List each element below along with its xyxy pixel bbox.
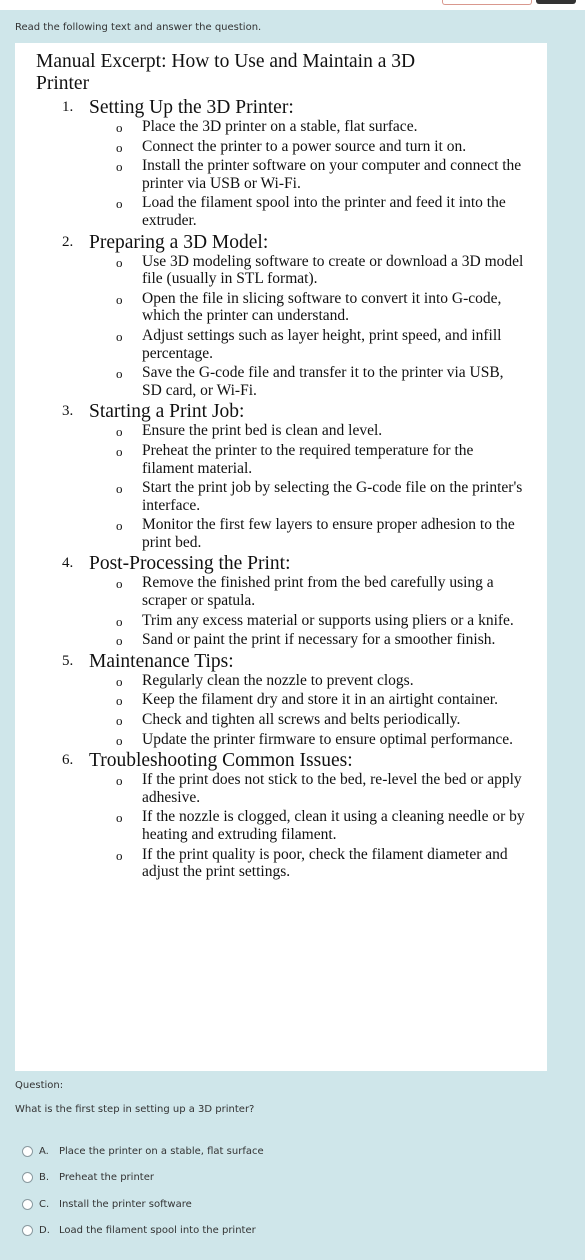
option-b[interactable]	[22, 1165, 264, 1192]
bullet-list	[89, 253, 527, 400]
list-item: o If the print quality is poor, check the filament diameter and adjust the print settings.	[142, 846, 527, 881]
passage-box	[15, 43, 547, 1071]
list-item: o Save the G-code file and transfer it to the printer via USB, SD card, or Wi-Fi.	[142, 364, 527, 399]
list-item: o Regularly clean the nozzle to prevent clogs.	[142, 672, 527, 690]
answer-options	[22, 1138, 264, 1244]
list-item: o Adjust settings such as layer height, print speed, and infill percentage.	[142, 327, 527, 362]
section-item	[89, 651, 527, 748]
section-item	[89, 97, 527, 230]
list-item: o Trim any excess material or supports using pliers or a knife.	[142, 612, 527, 630]
list-item: o Keep the filament dry and store it in an airtight container.	[142, 691, 527, 709]
option-text: Load the filament spool into the printer	[59, 1225, 256, 1237]
radio-button[interactable]	[22, 1225, 33, 1236]
list-item: o Open the file in slicing software to convert it into G-code, which the printer can understand.	[142, 290, 527, 325]
list-item: o Update the printer firmware to ensure optimal performance.	[142, 731, 527, 749]
radio-button[interactable]	[22, 1172, 33, 1183]
list-item: o Use 3D modeling software to create or download a 3D model file (usually in STL format).	[142, 253, 527, 288]
top-outline-button[interactable]	[442, 0, 532, 5]
list-item: o Start the print job by selecting the G-code file on the printer's interface.	[142, 479, 527, 514]
option-a[interactable]	[22, 1138, 264, 1165]
section-title: Starting a Print Job:	[89, 401, 245, 423]
option-letter: D.	[39, 1225, 50, 1237]
radio-button[interactable]	[22, 1146, 33, 1157]
section-title: Preparing a 3D Model:	[89, 231, 269, 253]
option-letter: C.	[39, 1198, 50, 1210]
bullet-list	[89, 771, 527, 881]
option-text: Place the printer on a stable, flat surface	[59, 1145, 264, 1157]
list-item: o Place the 3D printer on a stable, flat surface.	[142, 118, 527, 136]
list-item: o If the nozzle is clogged, clean it using a cleaning needle or by heating and extruding filament.	[142, 808, 527, 843]
list-item: o Ensure the print bed is clean and level.	[142, 422, 527, 440]
option-text: Install the printer software	[59, 1198, 192, 1210]
bullet-list	[89, 672, 527, 748]
list-item: o Sand or paint the print if necessary for a smoother finish.	[142, 631, 527, 649]
list-item: o Connect the printer to a power source and turn it on.	[142, 138, 527, 156]
list-item: o Remove the finished print from the bed carefully using a scraper or spatula.	[142, 574, 527, 609]
list-item: o Preheat the printer to the required temperature for the filament material.	[142, 442, 527, 477]
option-d[interactable]	[22, 1218, 264, 1245]
bullet-list	[89, 422, 527, 551]
passage-title: Manual Excerpt: How to Use and Maintain a 3D Printer	[36, 51, 416, 94]
section-item	[89, 553, 527, 648]
question-text: What is the first step in setting up a 3D printer?	[15, 1104, 255, 1115]
section-item	[89, 750, 527, 881]
option-c[interactable]	[22, 1191, 264, 1218]
option-letter: A.	[39, 1145, 49, 1157]
section-title: Post-Processing the Print:	[89, 553, 291, 575]
instruction-text: Read the following text and answer the question.	[15, 22, 262, 33]
section-list	[36, 97, 527, 881]
list-item: o Load the filament spool into the printer and feed it into the extruder.	[142, 194, 527, 229]
bullet-list	[89, 574, 527, 648]
top-dark-button[interactable]	[536, 0, 576, 4]
section-item	[89, 401, 527, 551]
question-label: Question:	[15, 1080, 64, 1091]
list-item: o Monitor the first few layers to ensure proper adhesion to the print bed.	[142, 516, 527, 551]
option-text: Preheat the printer	[59, 1172, 154, 1184]
bullet-list	[89, 118, 527, 230]
section-title: Setting Up the 3D Printer:	[89, 97, 294, 118]
option-letter: B.	[39, 1172, 50, 1184]
list-item: o Install the printer software on your computer and connect the printer via USB or Wi-Fi.	[142, 157, 527, 192]
section-title: Maintenance Tips:	[89, 650, 234, 672]
list-item: o If the print does not stick to the bed, re-level the bed or apply adhesive.	[142, 771, 527, 806]
radio-button[interactable]	[22, 1199, 33, 1210]
section-item	[89, 232, 527, 400]
list-item: o Check and tighten all screws and belts periodically.	[142, 711, 527, 729]
section-title: Troubleshooting Common Issues:	[89, 750, 353, 772]
